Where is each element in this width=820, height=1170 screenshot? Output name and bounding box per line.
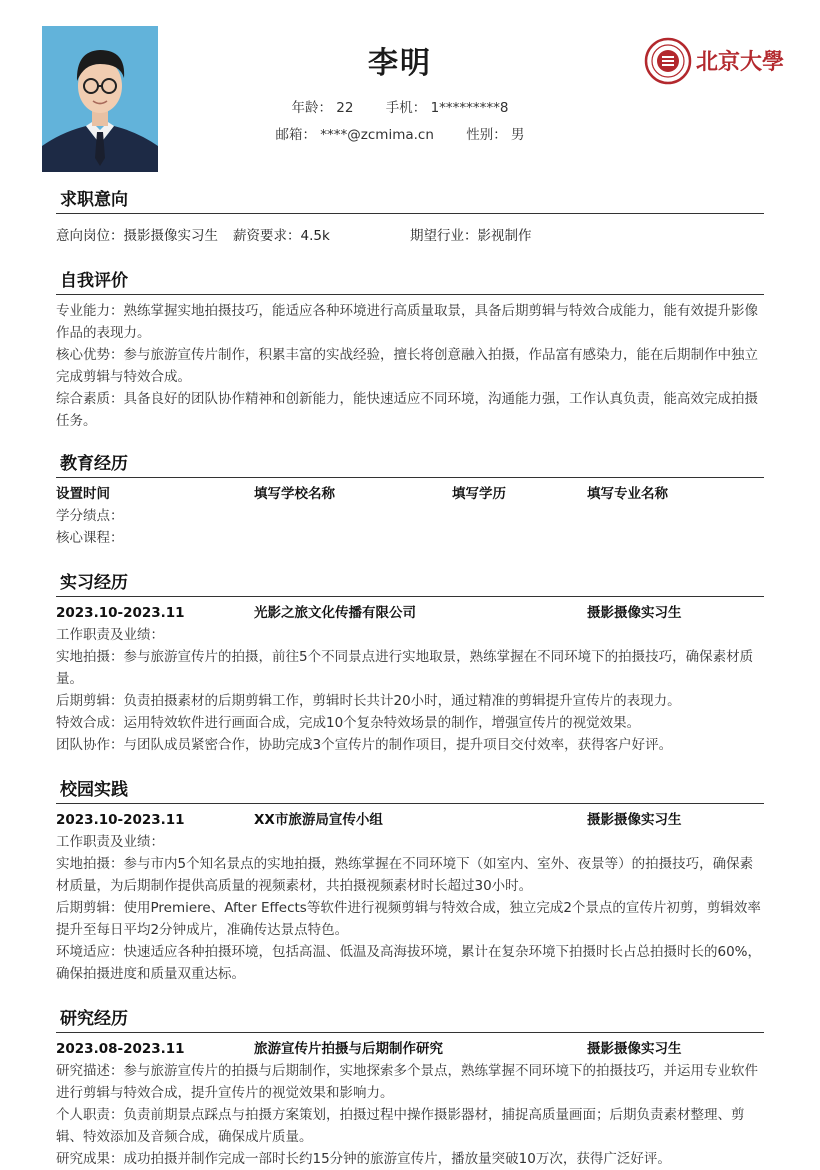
email-label: 邮箱： — [275, 127, 316, 143]
campus-line: 环境适应：快速适应各种拍摄环境，包括高温、低温及高海拔环境，累计在复杂环境下拍摄时长占总拍摄时长的60%，确保拍摄进度和质量双重达标。 — [56, 944, 762, 982]
internship-role: 摄影摄像实习生 — [587, 605, 682, 621]
info-row-1 — [0, 96, 800, 116]
age-value: 22 — [336, 100, 354, 116]
logo-text: 北京大學 — [696, 49, 785, 75]
internship-header-row — [56, 602, 764, 624]
section-research — [56, 1007, 764, 1170]
section-title: 实习经历 — [56, 571, 764, 597]
research-role: 摄影摄像实习生 — [587, 1041, 682, 1057]
section-intention — [56, 188, 764, 247]
university-logo — [644, 37, 794, 85]
research-line: 研究描述：参与旅游宣传片的拍摄与后期制作，实地探索多个景点，熟练掌握不同环境下的拍摄技巧，并运用专业软件进行剪辑与特效合成，提升宣传片的视觉效果和影响力。 — [56, 1063, 758, 1101]
research-org: 旅游宣传片拍摄与后期制作研究 — [254, 1041, 443, 1057]
education-header-row — [56, 483, 764, 505]
intention-row — [56, 225, 764, 247]
email-item — [276, 123, 434, 143]
university-seal-icon — [644, 37, 794, 85]
gender-item — [466, 123, 524, 143]
gender-label: 性别： — [466, 127, 507, 143]
campus-role: 摄影摄像实习生 — [587, 812, 682, 828]
info-row-2 — [0, 123, 800, 143]
research-line: 研究成果：成功拍摄并制作完成一部时长约15分钟的旅游宣传片，播放量突破10万次，获得广泛好评。 — [56, 1151, 671, 1167]
section-internship — [56, 571, 764, 756]
campus-line: 后期剪辑：使用Premiere、After Effects等软件进行视频剪辑与特效合成，独立完成2个景点的宣传片初剪，剪辑效率提升至每日平均2分钟成片，准确传达景点特色。 — [56, 900, 761, 938]
campus-header-row — [56, 809, 764, 831]
education-gpa: 学分绩点： — [56, 508, 124, 524]
gender-value: 男 — [511, 127, 525, 143]
internship-line: 团队协作：与团队成员紧密合作，协助完成3个宣传片的制作项目，提升项目交付效率，获得客户好评。 — [56, 737, 673, 753]
research-line: 个人职责：负责前期景点踩点与拍摄方案策划，拍摄过程中操作摄影器材，捕捉高质量画面；后期负责素材整理、剪辑、特效添加及音频合成，确保成片质量。 — [56, 1107, 745, 1145]
section-campus — [56, 778, 764, 985]
section-title: 求职意向 — [56, 188, 764, 214]
education-major: 填写专业名称 — [587, 486, 668, 502]
campus-line: 实地拍摄：参与市内5个知名景点的实地拍摄，熟练掌握在不同环境下（如室内、室外、夜景等）的拍摄技巧，确保素材质量，为后期制作提供高质量的视频素材，共拍摄视频素材时长超过30小时。 — [56, 856, 754, 894]
phone-value: 1*********8 — [430, 100, 509, 116]
education-time: 设置时间 — [56, 486, 110, 502]
section-title: 研究经历 — [56, 1007, 764, 1033]
campus-line: 工作职责及业绩： — [56, 834, 164, 850]
age-label: 年龄： — [291, 100, 332, 116]
research-time: 2023.08-2023.11 — [56, 1041, 185, 1057]
position-text: 意向岗位：摄影摄像实习生 — [56, 228, 218, 244]
candidate-name: 李明 — [368, 46, 432, 81]
education-courses: 核心课程： — [56, 530, 124, 546]
email-value: ****@zcmima.cn — [320, 127, 434, 143]
industry-text: 期望行业：影视制作 — [410, 228, 532, 244]
age-item — [291, 96, 353, 116]
internship-line: 工作职责及业绩： — [56, 627, 164, 643]
phone-item — [386, 96, 509, 116]
campus-time: 2023.10-2023.11 — [56, 812, 185, 828]
section-self-eval — [56, 269, 764, 432]
internship-line: 后期剪辑：负责拍摄素材的后期剪辑工作，剪辑时长共计20小时，通过精准的剪辑提升宣传片的表现力。 — [56, 693, 681, 709]
salary-text: 薪资要求：4.5k — [233, 228, 330, 244]
self-eval-paragraph: 核心优势：参与旅游宣传片制作，积累丰富的实战经验，擅长将创意融入拍摄，作品富有感染力，能在后期制作中独立完成剪辑与特效合成。 — [56, 347, 758, 385]
section-title: 自我评价 — [56, 269, 764, 295]
internship-time: 2023.10-2023.11 — [56, 605, 185, 621]
research-header-row — [56, 1038, 764, 1060]
internship-org: 光影之旅文化传播有限公司 — [254, 605, 416, 621]
section-education — [56, 452, 764, 549]
internship-line: 实地拍摄：参与旅游宣传片的拍摄，前往5个不同景点进行实地取景，熟练掌握在不同环境下的拍摄技巧，确保素材质量。 — [56, 649, 754, 687]
section-title: 教育经历 — [56, 452, 764, 478]
self-eval-paragraph: 综合素质：具备良好的团队协作精神和创新能力，能快速适应不同环境，沟通能力强，工作认真负责，能高效完成拍摄任务。 — [56, 391, 758, 429]
section-title: 校园实践 — [56, 778, 764, 804]
campus-org: XX市旅游局宣传小组 — [254, 812, 383, 828]
internship-line: 特效合成：运用特效软件进行画面合成，完成10个复杂特效场景的制作，增强宣传片的视觉效果。 — [56, 715, 641, 731]
phone-label: 手机： — [385, 100, 427, 116]
education-school: 填写学校名称 — [254, 486, 335, 502]
education-degree: 填写学历 — [452, 486, 506, 502]
self-eval-paragraph: 专业能力：熟练掌握实地拍摄技巧，能适应各种环境进行高质量取景，具备后期剪辑与特效合成能力，能有效提升影像作品的表现力。 — [56, 303, 758, 341]
